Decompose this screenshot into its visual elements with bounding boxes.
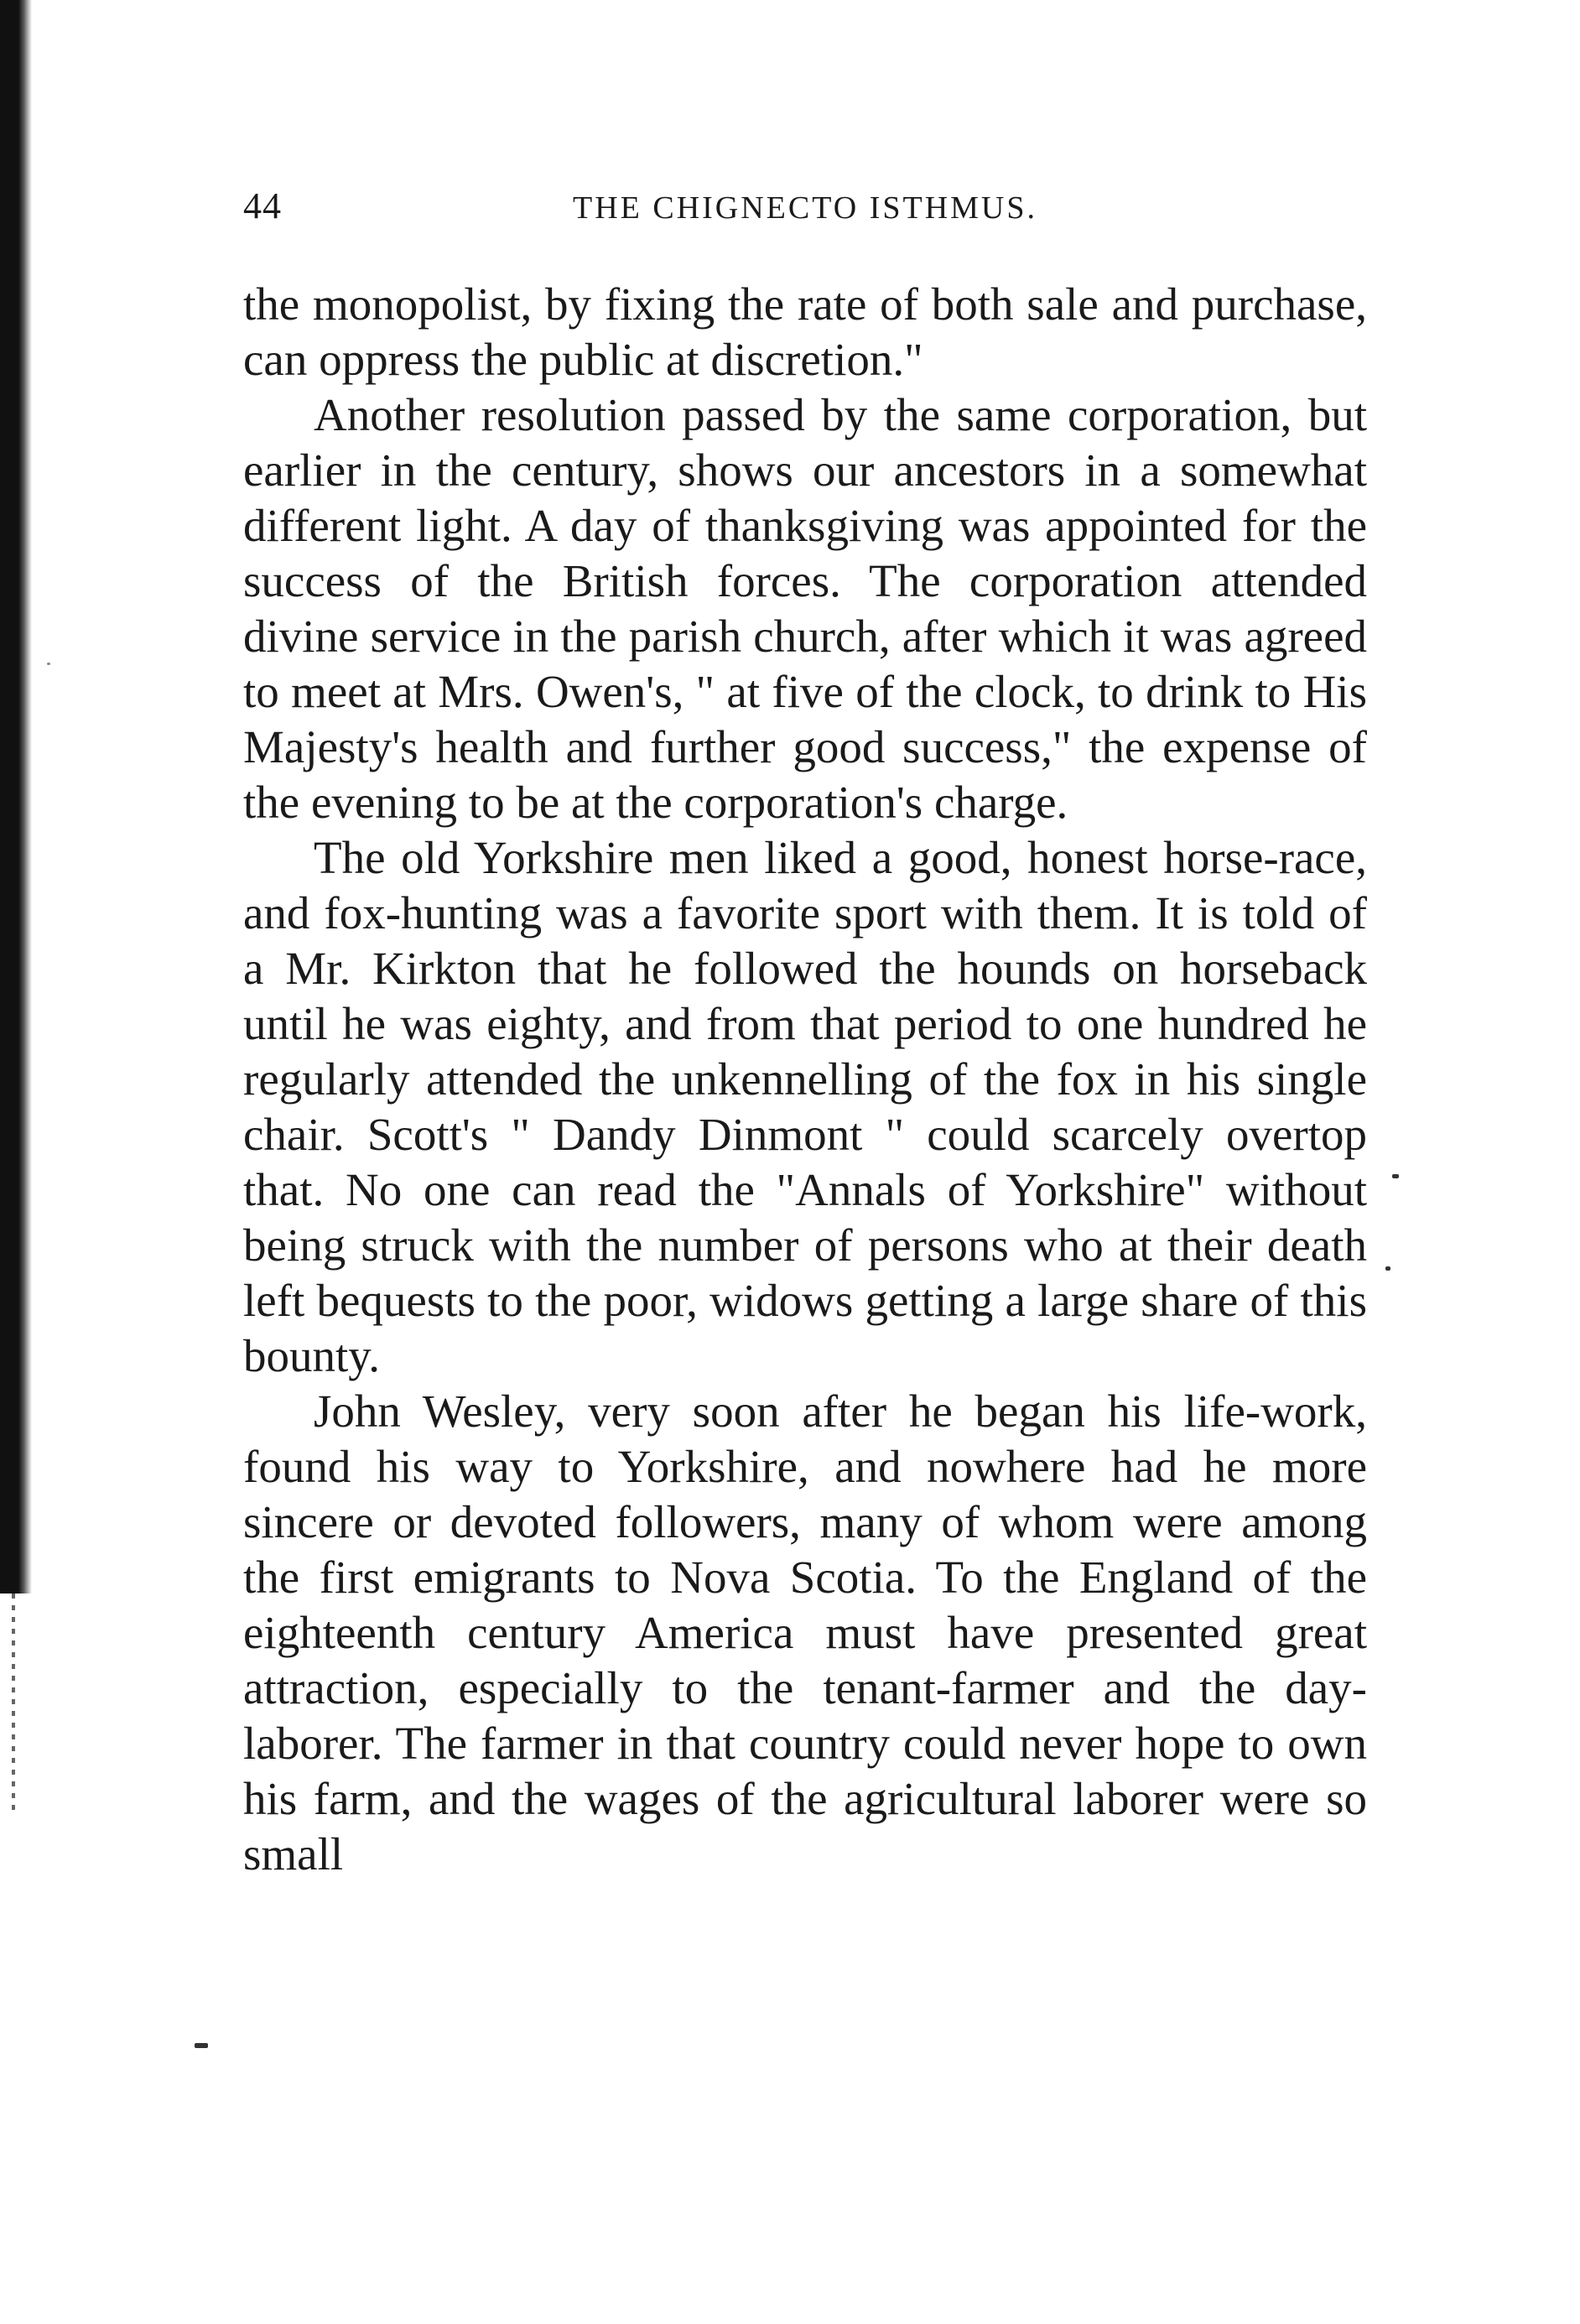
- paragraph: The old Yorkshire men liked a good, honest horse-race, and fox-hunting was a favorite sport with them. It is told of a Mr. Kirkton that he followed the hounds on horseback until he was eighty, and from that period to one hundred he regularly attended the unkennelling of the fox in his single chair. Scott's " Dandy Dinmont " could scarcely overtop that. No one can read the "Annals of Yorkshire" without being struck with the number of persons who at their death left bequests to the poor, widows getting a large share of this bounty.: [243, 832, 1367, 1381]
- body-text: [243, 277, 1367, 1882]
- scan-edge-shadow: [0, 0, 32, 1594]
- scan-edge-dots: [12, 1594, 15, 1812]
- paragraph: the monopolist, by fixing the rate of both sale and purchase, can oppress the public at discretion.": [243, 278, 1367, 385]
- scan-speck: [47, 663, 50, 665]
- running-title: THE CHIGNECTO ISTHMUS.: [572, 190, 1038, 226]
- paragraph: Another resolution passed by the same corporation, but earlier in the century, shows our ancestors in a somewhat different light. A day of thanksgiving was appointed for the success of the British forces. The corporation attended divine service in the parish church, after which it was agreed to meet at Mrs. Owen's, " at five of the clock, to drink to His Majesty's health and further good success," the expense of the evening to be at the corporation's charge.: [243, 389, 1367, 828]
- book-page: [243, 185, 1367, 1882]
- running-head: [243, 185, 1367, 235]
- scan-speck: [1385, 1266, 1390, 1271]
- paragraph: John Wesley, very soon after he began his life-work, found his way to Yorkshire, and nowhere had he more sincere or devoted followers, many of whom were among the first emigrants to Nova Scotia. To the England of the eighteenth century America must have presented great attraction, especially to the tenant-farmer and the day-laborer. The farmer in that country could never hope to own his farm, and the wages of the agricultural laborer were so small: [243, 1386, 1367, 1879]
- page-number: 44: [243, 185, 282, 226]
- scan-speck: [195, 2043, 208, 2048]
- scan-speck: [1392, 1174, 1399, 1178]
